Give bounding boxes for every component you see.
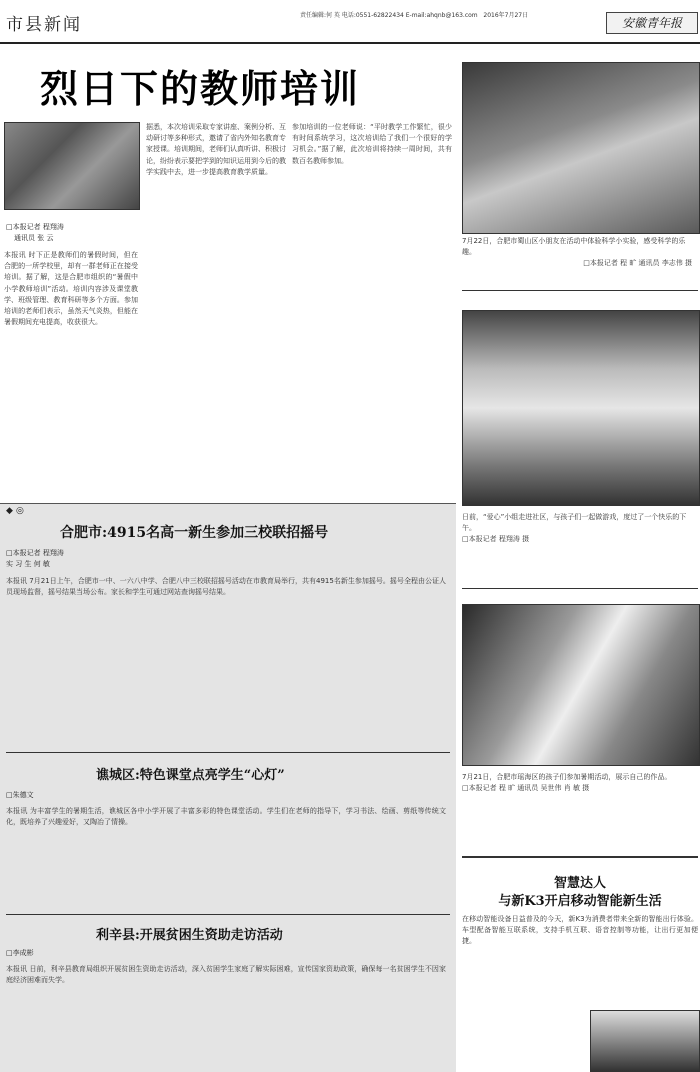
sub-headline-lixin: 利辛县:开展贫困生资助走访活动 bbox=[96, 928, 283, 943]
caption-3 bbox=[462, 772, 698, 842]
newspaper-logo: 安徽青年报 bbox=[606, 12, 698, 34]
main-body-col3: 参加培训的一位老师说：“平时教学工作繁忙，很少有时间系统学习，这次培训给了我们一个很好的学习机会。”据了解，此次培训将持续一周时间，共有数百名教师参加。 bbox=[292, 123, 452, 165]
main-headline: 烈日下的教师培训 bbox=[40, 66, 361, 111]
caption-1 bbox=[462, 236, 698, 280]
main-body-col1: 本报讯 时下正是教师们的暑假时间，但在合肥的一所学校里，却有一群老师正在接受培训。据了解，这是合肥市组织的“暑假中小学教师培训”活动。培训内容涉及课堂教学、班级管理、教育科研等多个方面。参加培训的老师们表示，虽然天气炎热，但能在暑假期间充电提高，收获很大。 bbox=[4, 251, 138, 327]
ad-body: 在移动智能设备日益普及的今天，新K3为消费者带来全新的智能出行体验。车型配备智能互联系统，支持手机互联、语音控制等功能，让出行更加便捷。 bbox=[462, 915, 698, 946]
divider bbox=[6, 752, 450, 753]
qiaocheng-body: 本报讯 为丰富学生的暑期生活，谯城区各中小学开展了丰富多彩的特色课堂活动。学生们在老师的指导下，学习书法、绘画、剪纸等传统文化，既培养了兴趣爱好，又陶冶了情操。 bbox=[6, 807, 446, 827]
hefei-byline bbox=[6, 548, 136, 570]
divider bbox=[462, 856, 698, 858]
main-body-col2: 据悉，本次培训采取专家讲座、案例分析、互动研讨等多种形式，邀请了省内外知名教育专家授课。培训期间，老师们认真听讲、积极讨论，纷纷表示要把学到的知识运用到今后的教学实践中去，进一步提高教育教学质量。 bbox=[146, 123, 286, 176]
hefei-byline-intern: 实 习 生 何 敏 bbox=[6, 560, 50, 568]
car-photo bbox=[590, 1010, 700, 1072]
caption-1-credit: □本报记者 程 旷 通讯员 李志伟 摄 bbox=[583, 259, 692, 267]
hefei-body: 本报讯 7月21日上午，合肥市一中、一六八中学、合肥八中三校联招摇号活动在市教育局举行，共有4915名新生参加摇号。摇号全程由公证人员现场监督，摇号结果当场公布。家长和学生可通过网站查询摇号结果。 bbox=[6, 577, 446, 597]
issue-date: 2016年7月27日 bbox=[483, 12, 529, 19]
header-meta bbox=[300, 12, 528, 20]
divider bbox=[6, 914, 450, 915]
divider bbox=[462, 290, 698, 291]
science-activity-photo bbox=[462, 62, 700, 234]
qiaocheng-byline: □朱德文 bbox=[6, 791, 34, 799]
editor-info: 责任编辑:何 英 电话:0551-62822434 E-mail:ahqnb@163.com bbox=[300, 12, 478, 19]
page-header bbox=[0, 0, 700, 44]
children-game-photo bbox=[462, 310, 700, 506]
caption-2-text: 日前，“爱心”小组走进社区，与孩子们一起做游戏，度过了一个快乐的下午。 bbox=[462, 513, 687, 532]
ad-title-line1: 智慧达人 bbox=[553, 876, 606, 891]
section-title: 市县新闻 bbox=[6, 15, 82, 35]
divider bbox=[462, 588, 698, 589]
lixin-byline: □李成彬 bbox=[6, 949, 34, 957]
ad-title-line2: 与新K3开启移动智能新生活 bbox=[498, 894, 662, 909]
caption-3-text: 7月21日，合肥市瑶海区的孩子们参加暑期活动，展示自己的作品。 bbox=[462, 773, 672, 781]
students-showing-work-photo bbox=[462, 604, 700, 766]
hefei-byline-reporter: □本报记者 程翔涛 bbox=[6, 549, 64, 557]
column-logo: ◆ ◎ bbox=[6, 506, 24, 516]
caption-2 bbox=[462, 512, 698, 574]
lixin-body: 本报讯 日前，利辛县教育局组织开展贫困生资助走访活动，深入贫困学生家庭了解实际困难，宣传国家资助政策，确保每一名贫困学生不因家庭经济困难而失学。 bbox=[6, 965, 446, 985]
main-byline-reporter: □本报记者 程翔涛 bbox=[6, 223, 64, 231]
main-byline-correspondent: 通讯员 张 云 bbox=[14, 234, 54, 242]
sub-headline-hefei: 合肥市:4915名高一新生参加三校联招摇号 bbox=[60, 525, 329, 541]
classroom-photo bbox=[4, 122, 140, 210]
sub-headline-qiaocheng: 谯城区:特色课堂点亮学生“心灯” bbox=[96, 768, 285, 783]
main-byline bbox=[6, 222, 140, 244]
caption-1-text: 7月22日，合肥市蜀山区小朋友在活动中体验科学小实验，感受科学的乐趣。 bbox=[462, 237, 686, 256]
caption-2-credit: □本报记者 程翔涛 摄 bbox=[462, 535, 530, 543]
caption-3-credit: □本报记者 程 旷 通讯员 吴世伟 肖 敏 摄 bbox=[462, 784, 590, 792]
